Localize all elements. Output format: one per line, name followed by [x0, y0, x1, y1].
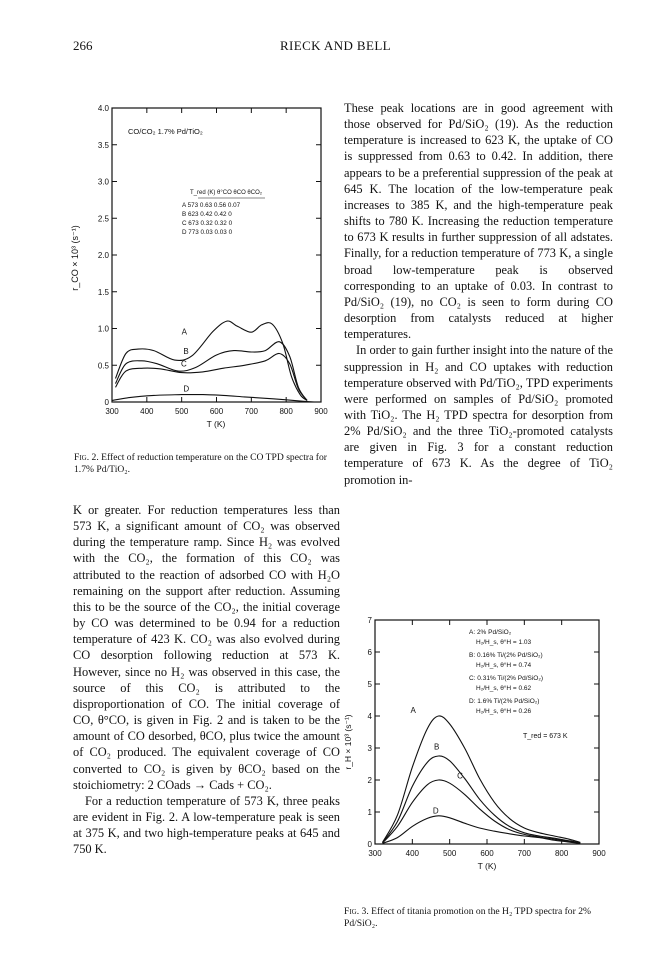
fig3-caption-text: Effect of titania promotion on the H₂ TPD spectra for 2% Pd/SiO₂. — [344, 906, 591, 929]
fig3-tred-note: T_red = 673 K — [523, 733, 568, 740]
fig2-y-tick-label: 1.0 — [97, 324, 109, 334]
fig2-y-tick-label: 0 — [104, 398, 109, 407]
running-title: RIECK AND BELL — [279, 38, 392, 53]
fig2-row: D 773 0.03 0.03 0 — [182, 229, 233, 236]
fig3-legend-c: C: 0.31% Ti/(2% Pd/SiO₂) — [469, 675, 544, 682]
fig3-x-tick-label: 700 — [517, 849, 532, 858]
fig3-y-tick-label: 2 — [367, 776, 372, 785]
fig3-x-tick-label: 500 — [442, 849, 457, 858]
fig2-row: B 623 0.42 0.42 0 — [182, 211, 232, 218]
fig2-series-b-label: B — [183, 347, 189, 357]
fig3-y-axis-label: r_H × 10³ (s⁻¹) — [343, 714, 353, 770]
fig3-curves — [383, 706, 581, 844]
fig2-y-tick-label: 3.0 — [97, 177, 109, 187]
fig2-y-axis-label: r_CO × 10³ (s⁻¹) — [70, 225, 80, 291]
right-paragraph-2: In order to gain further insight into the nature of the suppression in H₂ and CO uptakes with reduction temperature observed with Pd/TiO₂, TPD experiments were performed on samples of Pd/SiO₂ promoted with TiO₂. The H₂ TPD spectra for desorption from 2% Pd/SiO₂ and the three TiO₂-promoted catalysts are given in Fig. 3 for a constant reduction temperature of 673 K. As the degree of TiO₂ promotion in- — [344, 343, 613, 487]
fig2-inset-title: CO/CO₂ 1.7% Pd/TiO₂ — [128, 127, 203, 136]
figure-3-chart — [335, 602, 615, 894]
left-paragraph-2: For a reduction temperature of 573 K, three peaks are evident in Fig. 2. A low-temperature peak is seen at 375 K, and two high-temperature peaks at 645 and 750 K. — [73, 793, 340, 857]
fig3-x-tick-label: 600 — [480, 849, 494, 858]
fig3-legend-d: D: 1.6% Ti/(2% Pd/SiO₂) — [469, 698, 540, 705]
fig3-x-tick-label: 900 — [592, 849, 606, 858]
fig2-x-tick-label: 600 — [209, 407, 224, 416]
fig3-y-tick-label: 4 — [367, 712, 372, 721]
fig2-x-axis-label: T (K) — [206, 419, 226, 429]
fig3-y-tick-label: 3 — [367, 744, 372, 753]
fig3-y-tick-label: 5 — [367, 680, 372, 689]
fig2-y-tick-label: 0.5 — [97, 361, 109, 371]
fig2-series-c-label: C — [180, 359, 187, 369]
fig2-row: A 573 0.63 0.56 0.07 — [182, 202, 241, 209]
fig3-y-tick-label: 6 — [367, 648, 372, 657]
fig2-y-tick-label: 1.5 — [97, 287, 109, 297]
right-column-text — [344, 100, 613, 488]
fig3-caption-label: Fig. 3. — [344, 906, 369, 917]
fig3-x-axis-label: T (K) — [477, 861, 497, 871]
fig2-x-tick-label: 400 — [140, 407, 154, 416]
fig3-x-tick-label: 800 — [554, 849, 569, 858]
fig3-legend — [469, 629, 568, 740]
fig2-curves — [112, 321, 314, 402]
fig2-series-d-line — [112, 395, 314, 402]
fig3-legend-d-cov: H₂/H_s, θ°H = 0.26 — [476, 708, 532, 715]
figure-2-chart — [60, 90, 350, 440]
fig2-inset — [128, 127, 265, 236]
fig3-series-b-label: B — [433, 742, 440, 752]
fig2-y-tick-label: 3.5 — [97, 140, 109, 150]
fig2-x-tick-label: 500 — [174, 407, 189, 416]
fig2-caption-text: Effect of reduction temperature on the CO TPD spectra for 1.7% Pd/TiO₂. — [74, 452, 327, 475]
fig3-x-tick-label: 400 — [405, 849, 420, 858]
fig3-y-tick-label: 7 — [367, 616, 372, 625]
page-number: 266 — [73, 38, 93, 53]
fig3-y-tick-label: 1 — [367, 808, 372, 817]
fig3-legend-b: B: 0.16% Ti/(2% Pd/SiO₂) — [469, 652, 543, 659]
fig2-x-tick-label: 300 — [105, 407, 119, 416]
fig3-legend-a: A: 2% Pd/SiO₂ — [469, 629, 512, 636]
fig3-legend-a-cov: H₂/H_s, θ°H = 1.03 — [476, 639, 532, 646]
figure-2-caption — [74, 452, 340, 476]
fig3-legend-b-cov: H₂/H_s, θ°H = 0.74 — [476, 662, 532, 669]
fig2-y-tick-label: 2.5 — [97, 214, 109, 224]
fig2-x-tick-label: 800 — [279, 407, 293, 416]
fig2-frame — [112, 108, 321, 402]
left-column-text — [73, 502, 340, 857]
fig2-x-tick-label: 700 — [244, 407, 259, 416]
fig3-series-c-line — [383, 780, 581, 843]
fig3-y-tick-label: 0 — [367, 840, 372, 849]
fig2-series-a-label: A — [181, 327, 188, 337]
figure-3-caption — [344, 906, 612, 930]
left-paragraph-1: K or greater. For reduction temperatures less than 573 K, a significant amount of CO₂ was observed during the temperature ramp. Since H₂ was evolved with the CO₂, the formation of this CO₂ was attributed to the reaction of adsorbed CO with H₂O remaining on the support after reduction. Assuming this to be the source of the CO₂, the initial coverage by CO was determined to be 0.94 for a reduction temperature of 423 K. CO₂ was also evolved during CO desorption following reduction at 573 K. However, since no H₂ was observed in this case, the source of this CO₂ is attributed to the disproportionation of CO. The initial coverage of CO, θ°CO, is given in Fig. 2 and is taken to be the amount of CO desorbed, θCO, plus twice the amount of CO₂ produced. The equivalent coverage of CO converted to CO₂ is given by θCO₂ based on the stoichiometry: 2 COads → Cads + CO₂. — [73, 503, 340, 792]
fig2-series-b-line — [116, 342, 308, 401]
fig3-series-d-label: D — [432, 806, 439, 816]
fig2-y-tick-label: 4.0 — [97, 104, 109, 113]
fig3-x-tick-label: 300 — [368, 849, 382, 858]
fig2-table-header: T_red (K) θ°CO θCO θCO₂ — [190, 190, 263, 196]
fig3-legend-c-cov: H₂/H_s, θ°H = 0.62 — [476, 685, 532, 692]
fig3-series-a-label: A — [410, 705, 416, 715]
fig2-y-tick-label: 2.0 — [97, 251, 109, 260]
right-paragraph-1: These peak locations are in good agreement with those observed for Pd/SiO₂ (19). As the reduction temperature is increased to 623 K, the uptake of CO is suppressed from 0.63 to 0.42. In addition, there appears to be a preferential suppression of the peak at 645 K. The location of the low-temperature peak increases to 385 K, and the high-temperature peak shifts to 780 K. Increasing the reduction temperature to 673 K results in further suppression of all adstates. Finally, for a reduction temperature of 773 K, a single broad low-temperature peak is observed corresponding to an uptake of 0.03. In contrast to Pd/SiO₂ (19), no CO₂ is seen to form during CO desorption from catalysts reduced at higher temperatures. — [344, 101, 613, 342]
fig2-caption-label: Fig. 2. — [74, 452, 99, 463]
fig2-row: C 673 0.32 0.32 0 — [182, 220, 233, 227]
fig3-series-c-label: C — [457, 771, 463, 781]
fig2-x-tick-label: 900 — [314, 407, 328, 416]
fig2-series-d-label: D — [183, 384, 190, 394]
